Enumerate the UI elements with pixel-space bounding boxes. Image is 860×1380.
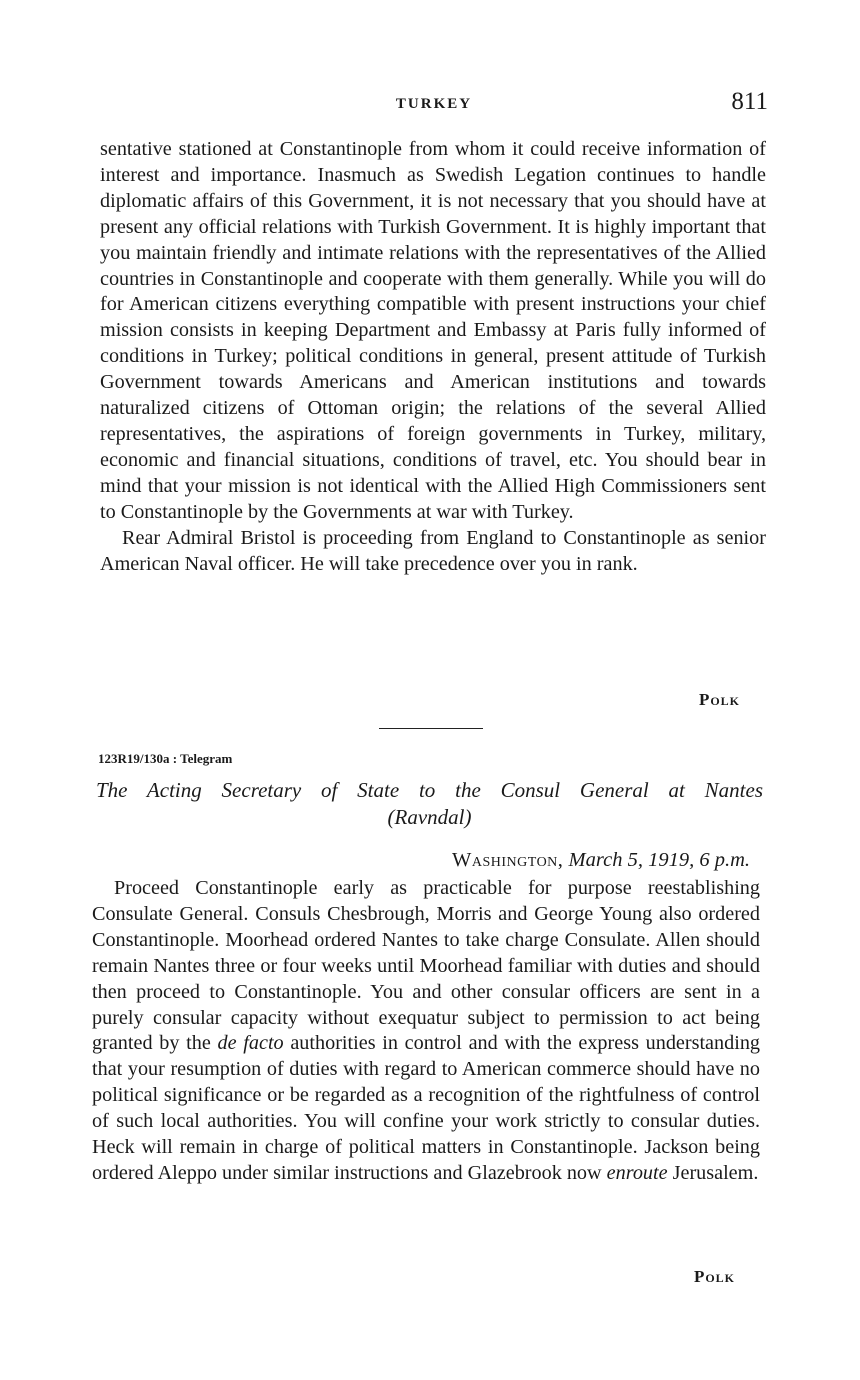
paragraph-instructions [92, 876, 760, 1187]
running-title: TURKEY [395, 96, 473, 112]
running-head [100, 88, 768, 122]
italic-de-facto: de facto [217, 1032, 284, 1055]
dateline-place: Washington, [452, 849, 564, 871]
telegram-body [92, 876, 760, 1187]
signature-polk-1 [699, 690, 740, 710]
heading-line-2: (Ravndal) [387, 805, 472, 829]
dateline [452, 849, 750, 872]
telegram-continuation [100, 137, 766, 577]
paragraph-text-2: authorities in control and with the express understanding that your resumption of duties with regard to American commerce should have no political significance or be regarded as a recognition of the rightfulness of control of such local authorities. You will confine your work strictly to consular duties. Heck will remain in charge of political matters in Constantinople. Jackson being ordered Aleppo under similar instructions and Glazebrook now [92, 1032, 761, 1184]
dateline-date: March 5, 1919, 6 p.m. [568, 849, 750, 871]
signature-polk-2 [694, 1267, 735, 1287]
file-reference: 123R19/130a : Telegram [98, 751, 233, 766]
paragraph-text-3: Jerusalem. [667, 1161, 759, 1184]
paragraph-continuation: sentative stationed at Constantinople from whom it could receive information of interest and importance. Inasmuch as Swedish Legation continues to handle diplomatic affairs of this Government, it is not necessary that you should have at present any official relations with Turkish Government. It is highly important that you maintain friendly and intimate relations with the representatives of the Allied countries in Constantinople and cooperate with them generally. While you will do for American citizens everything compatible with present instructions your chief mission consists in keeping Department and Embassy at Paris fully informed of conditions in Turkey; political conditions in general, present attitude of Turkish Government towards Americans and American institutions and towards naturalized citizens of Ottoman origin; the relations of the several Allied representatives, the aspirations of foreign governments in Turkey, military, economic and financial situations, conditions of travel, etc. You should bear in mind that your mission is not identical with the Allied High Commissioners sent to Constantinople by the Governments at war with Turkey. [100, 138, 766, 523]
paragraph-bristol: Rear Admiral Bristol is proceeding from England to Constantinople as senior American Naval officer. He will take precedence over you in rank. [100, 526, 766, 575]
section-divider [379, 728, 483, 729]
document-heading [96, 777, 763, 831]
paragraph-text-1: Proceed Constantinople early as practicable for purpose reestablishing Consulate General. Consuls Chesbrough, Morris and George Young also ordered Constantinople. Moorhead ordered Nantes to take charge Consulate. Allen should remain Nantes three or four weeks until Moorhead familiar with duties and should then proceed to Constantinople. You and other consular officers are sent in a purely consular capacity without exequatur subject to permission to act being granted by the [92, 877, 760, 1055]
signature-text: Polk [698, 690, 740, 709]
signature-text: Polk [693, 1267, 735, 1286]
page-number: 811 [731, 88, 768, 115]
italic-enroute: enroute [606, 1161, 668, 1184]
heading-line-1: The Acting Secretary of State to the Consul General at Nantes [96, 778, 763, 802]
